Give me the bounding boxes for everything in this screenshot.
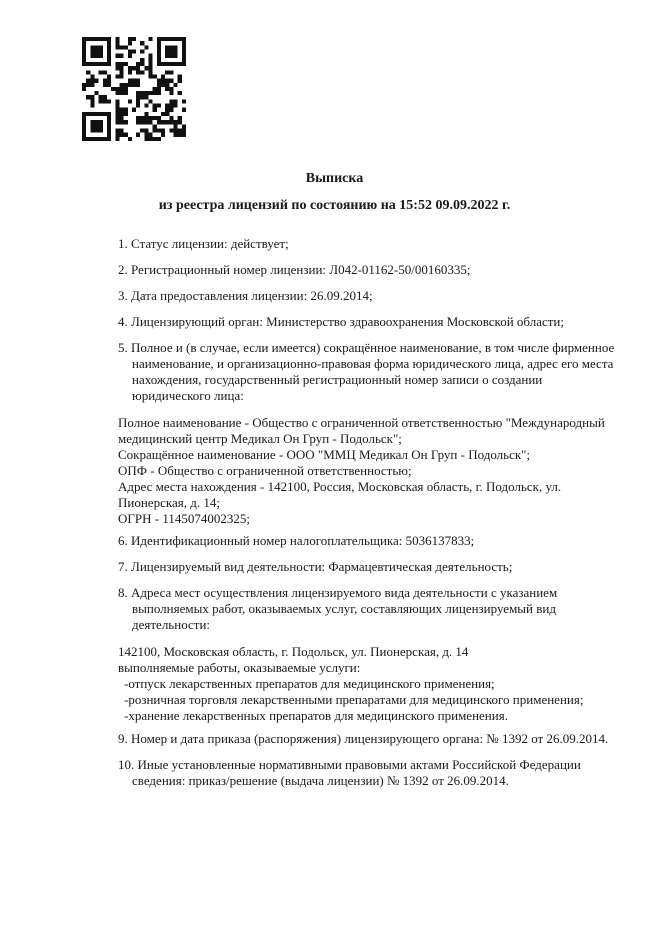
activity-address: 142100, Московская область, г. Подольск, ул. Пионерская, д. 14 bbox=[118, 644, 469, 659]
item-order-number: 9. Номер и дата приказа (распоряжения) лицензирующего органа: № 1392 от 26.09.2014. bbox=[118, 731, 609, 746]
org-legal-form: ОПФ - Общество с ограниченной ответственностью; bbox=[118, 463, 412, 478]
item-registration-number: 2. Регистрационный номер лицензии: Л042-01162-50/00160335; bbox=[118, 262, 471, 277]
item-license-status: 1. Статус лицензии: действует; bbox=[118, 236, 289, 251]
item-8-line-1: 8. Адреса мест осуществления лицензируемого вида деятельности с указанием bbox=[118, 585, 558, 600]
item-activity-type: 7. Лицензируемый вид деятельности: Фармацевтическая деятельность; bbox=[118, 559, 513, 574]
item-organization-name bbox=[118, 340, 648, 404]
item-5-line-2: наименование, и организационно-правовая форма юридического лица, адрес его места bbox=[132, 356, 614, 371]
org-ogrn: ОГРН - 1145074002325; bbox=[118, 511, 250, 526]
org-address-line-1: Адрес места нахождения - 142100, Россия, Московская область, г. Подольск, ул. bbox=[118, 479, 562, 494]
org-short-name: Сокращённое наименование - ООО "ММЦ Медикал Он Груп - Подольск"; bbox=[118, 447, 531, 462]
item-other-info bbox=[118, 757, 648, 789]
services-heading: выполняемые работы, оказываемые услуги: bbox=[118, 660, 361, 675]
item-inn: 6. Идентификационный номер налогоплательщика: 5036137833; bbox=[118, 533, 475, 548]
service-item: -отпуск лекарственных препаратов для медицинского применения; bbox=[124, 676, 495, 691]
item-5-line-1: 5. Полное и (в случае, если имеется) сокращённое наименование, в том числе фирменное bbox=[118, 340, 615, 355]
activity-address-details bbox=[118, 644, 648, 724]
document-subtitle: из реестра лицензий по состоянию на 15:52 09.09.2022 г. bbox=[158, 198, 511, 213]
item-10-line-2: сведения: приказ/решение (выдача лицензии) № 1392 от 26.09.2014. bbox=[132, 773, 509, 788]
item-licensing-authority: 4. Лицензирующий орган: Министерство здравоохранения Московской области; bbox=[118, 314, 564, 329]
item-8-line-2: выполняемых работ, оказываемых услуг, составляющих лицензируемый вид bbox=[132, 601, 556, 616]
item-5-line-4: юридического лица: bbox=[132, 388, 244, 403]
qr-code bbox=[82, 37, 186, 141]
item-8-line-3: деятельности: bbox=[132, 617, 211, 632]
org-address-line-2: Пионерская, д. 14; bbox=[118, 495, 220, 510]
item-issue-date: 3. Дата предоставления лицензии: 26.09.2014; bbox=[118, 288, 373, 303]
service-item: -хранение лекарственных препаратов для медицинского применения. bbox=[124, 708, 508, 723]
org-full-name-line-2: медицинский центр Медикал Он Груп - Подольск"; bbox=[118, 431, 402, 446]
service-item: -розничная торговля лекарственными препаратами для медицинского применения; bbox=[124, 692, 584, 707]
item-10-line-1: 10. Иные установленные нормативными правовыми актами Российской Федерации bbox=[118, 757, 581, 772]
document-title: Выписка bbox=[305, 171, 364, 186]
item-activity-addresses bbox=[118, 585, 648, 633]
organization-details bbox=[118, 415, 648, 527]
org-full-name-line-1: Полное наименование - Общество с ограниченной ответственностью "Международный bbox=[118, 415, 605, 430]
item-5-line-3: нахождения, государственный регистрационный номер записи о создании bbox=[132, 372, 543, 387]
